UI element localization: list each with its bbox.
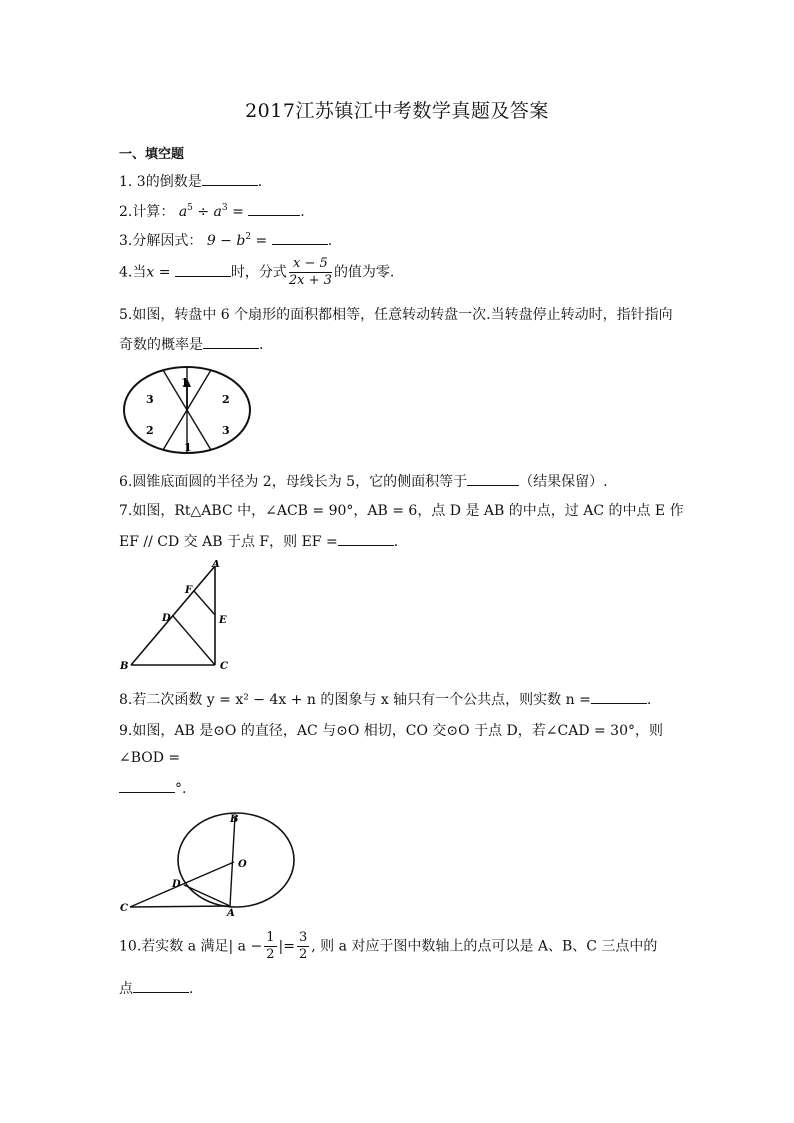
question-3-end: . bbox=[327, 233, 333, 249]
answer-blank-2[interactable] bbox=[248, 202, 300, 216]
eq-sign: = bbox=[154, 264, 175, 281]
tangent-ac bbox=[130, 906, 230, 907]
expr-b: a bbox=[213, 204, 222, 220]
spinner-figure bbox=[118, 364, 258, 464]
abs-close: |= bbox=[278, 938, 295, 955]
fraction-numerator: 3 bbox=[298, 930, 308, 945]
fraction-numerator: 1 bbox=[266, 930, 275, 945]
expr-9-b: 9 − b bbox=[206, 233, 246, 249]
answer-blank-9[interactable] bbox=[119, 779, 175, 793]
answer-blank-7[interactable] bbox=[338, 532, 394, 546]
answer-blank-3[interactable] bbox=[272, 231, 328, 245]
point-label-f: F bbox=[185, 585, 193, 596]
answer-blank-1[interactable] bbox=[202, 172, 258, 186]
sector-label: 3 bbox=[222, 424, 230, 437]
question-2-end: . bbox=[300, 204, 305, 220]
question-1-end: . bbox=[257, 174, 263, 190]
point-label-d: D bbox=[162, 613, 171, 624]
fraction-denominator: 2x + 3 bbox=[288, 273, 332, 288]
question-5-end: . bbox=[259, 337, 264, 353]
segment-cd bbox=[173, 616, 215, 665]
eq-sign: = bbox=[251, 233, 272, 249]
fraction-three-halves bbox=[297, 930, 309, 963]
question-6-text: 6.圆锥底面圆的半径为 2，母线长为 5，它的侧面积等于 bbox=[119, 474, 468, 490]
question-9-line-3 bbox=[119, 779, 186, 798]
question-6 bbox=[119, 472, 608, 491]
question-1 bbox=[119, 172, 262, 191]
question-10-text-2: 点 bbox=[119, 981, 133, 997]
question-4-end: 的值为零. bbox=[333, 264, 395, 281]
question-2 bbox=[119, 202, 305, 221]
question-10-tail: , 则 a 对应于图中数轴上的点可以是 A、B、C 三点中的 bbox=[311, 938, 658, 955]
exp-5: 5 bbox=[187, 203, 193, 213]
question-4-text: 4.当 bbox=[119, 264, 147, 281]
section-heading: 一、填空题 bbox=[119, 147, 185, 162]
question-7-text: EF // CD 交 AB 于点 F，则 EF = bbox=[119, 534, 338, 550]
point-label-c: C bbox=[120, 903, 128, 914]
question-3 bbox=[119, 231, 332, 250]
question-10-line-1 bbox=[119, 930, 657, 963]
question-9-line-1: 9.如图，AB 是⊙O 的直径，AC 与⊙O 相切，CO 交⊙O 于点 D，若∠CAD = 30°，则 bbox=[119, 723, 663, 739]
var-x: x bbox=[146, 264, 155, 281]
point-label-b: B bbox=[120, 661, 129, 672]
fraction-denominator: 2 bbox=[266, 947, 275, 962]
answer-blank-8[interactable] bbox=[591, 690, 647, 704]
answer-blank-6[interactable] bbox=[467, 472, 519, 486]
sector-label: 2 bbox=[146, 424, 154, 437]
question-5-text: 奇数的概率是 bbox=[119, 337, 203, 353]
question-4-mid: 时，分式 bbox=[230, 264, 287, 281]
answer-blank-4[interactable] bbox=[175, 263, 231, 277]
question-5-line-1: 5.如图，转盘中 6 个扇形的面积都相等，任意转动转盘一次.当转盘停止转动时，指针指向 bbox=[119, 307, 673, 323]
point-label-a: A bbox=[212, 560, 220, 570]
answer-blank-5[interactable] bbox=[203, 335, 259, 349]
point-label-a: A bbox=[227, 908, 235, 919]
question-8-text: 8.若二次函数 y = x² − 4x + n 的图象与 x 轴只有一个公共点，则实数 n = bbox=[119, 692, 591, 708]
sector-label: 1 bbox=[181, 376, 189, 389]
circle-figure bbox=[118, 810, 308, 920]
question-7-line-1: 7.如图，Rt△ABC 中，∠ACB = 90°，AB = 6，点 D 是 AB 的中点，过 AC 的中点 E 作 bbox=[119, 503, 684, 519]
fraction-denominator: 2 bbox=[298, 947, 308, 962]
diameter-ab bbox=[230, 816, 235, 906]
question-1-text: 1. 3的倒数是 bbox=[119, 174, 202, 190]
div-op: ÷ bbox=[192, 204, 214, 220]
question-7-line-2 bbox=[119, 532, 398, 551]
exp-3: 3 bbox=[221, 203, 228, 213]
question-10-text: 10.若实数 a 满足| a − bbox=[119, 938, 263, 955]
question-7-end: . bbox=[393, 534, 399, 550]
question-8 bbox=[119, 690, 651, 709]
point-label-b: B bbox=[230, 814, 239, 825]
eq-sign: = bbox=[227, 204, 249, 220]
fraction-numerator: x − 5 bbox=[289, 256, 332, 273]
point-label-d: D bbox=[172, 879, 181, 890]
point-label-e: E bbox=[219, 615, 227, 626]
fraction-half bbox=[264, 930, 276, 963]
question-9-line-2: ∠BOD = bbox=[119, 750, 181, 766]
expr-a: a bbox=[178, 204, 188, 220]
triangle-figure bbox=[118, 560, 238, 675]
point-label-o: O bbox=[238, 859, 247, 870]
question-2-text: 2.计算： bbox=[119, 204, 175, 220]
question-10-line-2 bbox=[119, 979, 193, 998]
sector-label: 2 bbox=[222, 393, 230, 406]
sector-label: 1 bbox=[184, 441, 192, 454]
point-label-c: C bbox=[220, 661, 228, 672]
question-8-end: . bbox=[646, 692, 652, 708]
fraction bbox=[289, 256, 332, 289]
segment-ef bbox=[194, 591, 215, 615]
question-9-end: °. bbox=[175, 781, 187, 797]
question-10-end: . bbox=[189, 981, 194, 997]
question-6-end: （结果保留）. bbox=[519, 474, 608, 490]
question-4 bbox=[119, 256, 394, 289]
circle-o bbox=[178, 813, 294, 907]
exp-2: 2 bbox=[245, 232, 252, 242]
question-5-line-2 bbox=[119, 335, 263, 354]
segment-ad bbox=[184, 885, 230, 906]
sector-label: 3 bbox=[146, 393, 154, 406]
page-title: 2017江苏镇江中考数学真题及答案 bbox=[245, 100, 549, 122]
question-3-text: 3.分解因式： bbox=[119, 233, 203, 249]
answer-blank-10[interactable] bbox=[133, 979, 189, 993]
